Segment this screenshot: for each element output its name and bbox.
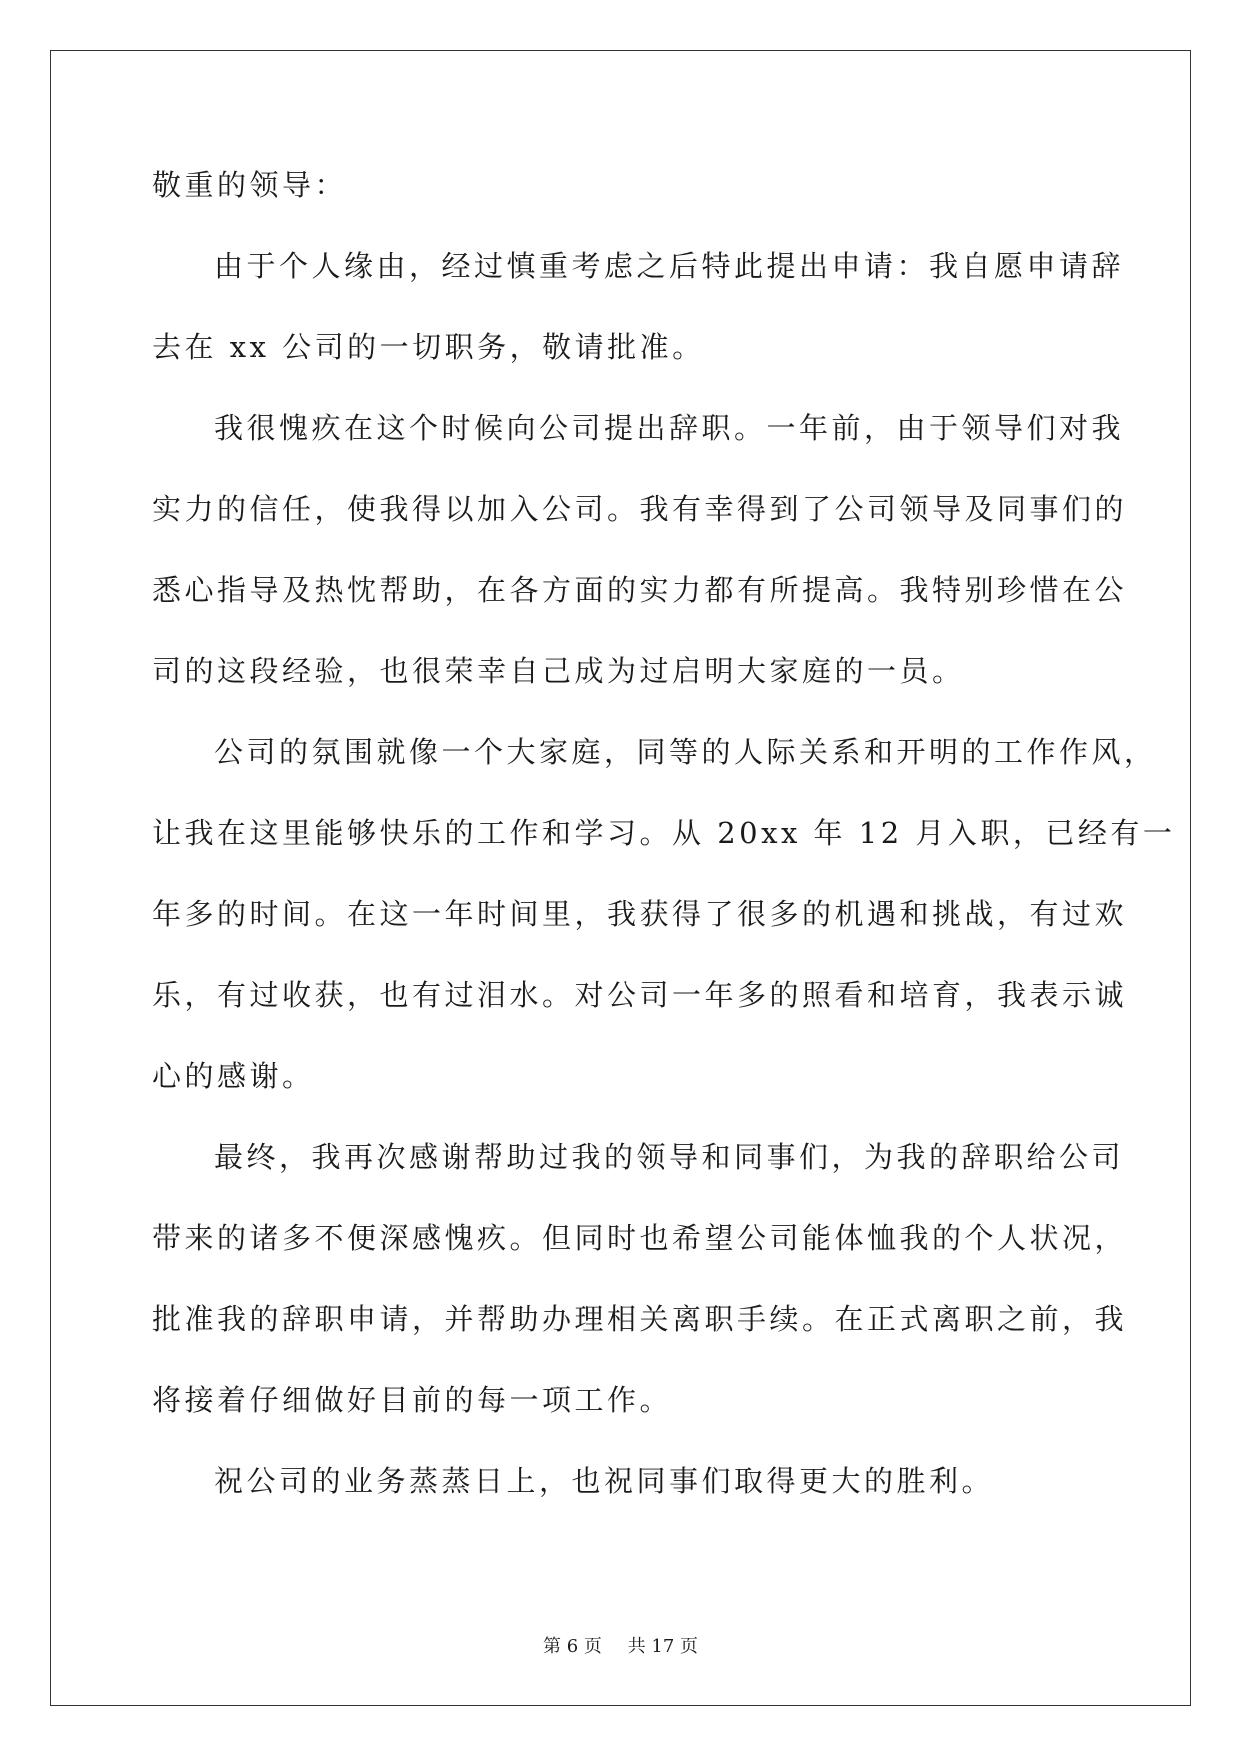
paragraph-4 [152, 1137, 1128, 1420]
page-number: 第 6 页 [543, 1636, 602, 1657]
paragraph-line: 由于个人缘由，经过慎重考虑之后特此提出申请：我自愿申请辞 [214, 249, 1125, 283]
paragraph-1 [152, 246, 1125, 367]
paragraph-5 [152, 1461, 1092, 1501]
paragraph-line: 最终，我再次感谢帮助过我的领导和同事们，为我的辞职给公司 [214, 1140, 1125, 1174]
paragraph-line: 去在 xx 公司的一切职务，敬请批准。 [152, 330, 705, 364]
paragraph-line: 乐，有过收获，也有过泪水。对公司一年多的照看和培育，我表示诚 [152, 978, 1128, 1012]
paragraph-2 [152, 408, 1128, 691]
paragraph-line: 祝公司的业务蒸蒸日上，也祝同事们取得更大的胜利。 [214, 1464, 995, 1498]
paragraph-line: 我很愧疚在这个时候向公司提出辞职。一年前，由于领导们对我 [214, 411, 1125, 445]
paragraph-line: 实力的信任，使我得以加入公司。我有幸得到了公司领导及同事们的 [152, 492, 1128, 526]
page-total: 共 17 页 [627, 1636, 698, 1657]
paragraph-line: 让我在这里能够快乐的工作和学习。从 20xx 年 12 月入职，已经有一 [152, 816, 1176, 850]
paragraph-line: 将接着仔细做好目前的每一项工作。 [152, 1383, 673, 1417]
paragraph-line: 年多的时间。在这一年时间里，我获得了很多的机遇和挑战，有过欢 [152, 897, 1128, 931]
paragraph-line: 带来的诸多不便深感愧疚。但同时也希望公司能体恤我的个人状况， [152, 1221, 1128, 1255]
paragraph-line: 批准我的辞职申请，并帮助办理相关离职手续。在正式离职之前，我 [152, 1302, 1128, 1336]
paragraph-line: 公司的氛围就像一个大家庭，同等的人际关系和开明的工作作风， [214, 735, 1157, 769]
paragraph-line: 悉心指导及热忱帮助，在各方面的实力都有所提高。我特别珍惜在公 [152, 573, 1128, 607]
page-footer [0, 1632, 1241, 1658]
paragraph-3 [152, 732, 1176, 1096]
paragraph-line: 司的这段经验，也很荣幸自己成为过启明大家庭的一员。 [152, 654, 965, 688]
salutation: 敬重的领导： [152, 168, 348, 202]
paragraph-line: 心的感谢。 [152, 1059, 315, 1093]
letter-body [152, 165, 1176, 1542]
